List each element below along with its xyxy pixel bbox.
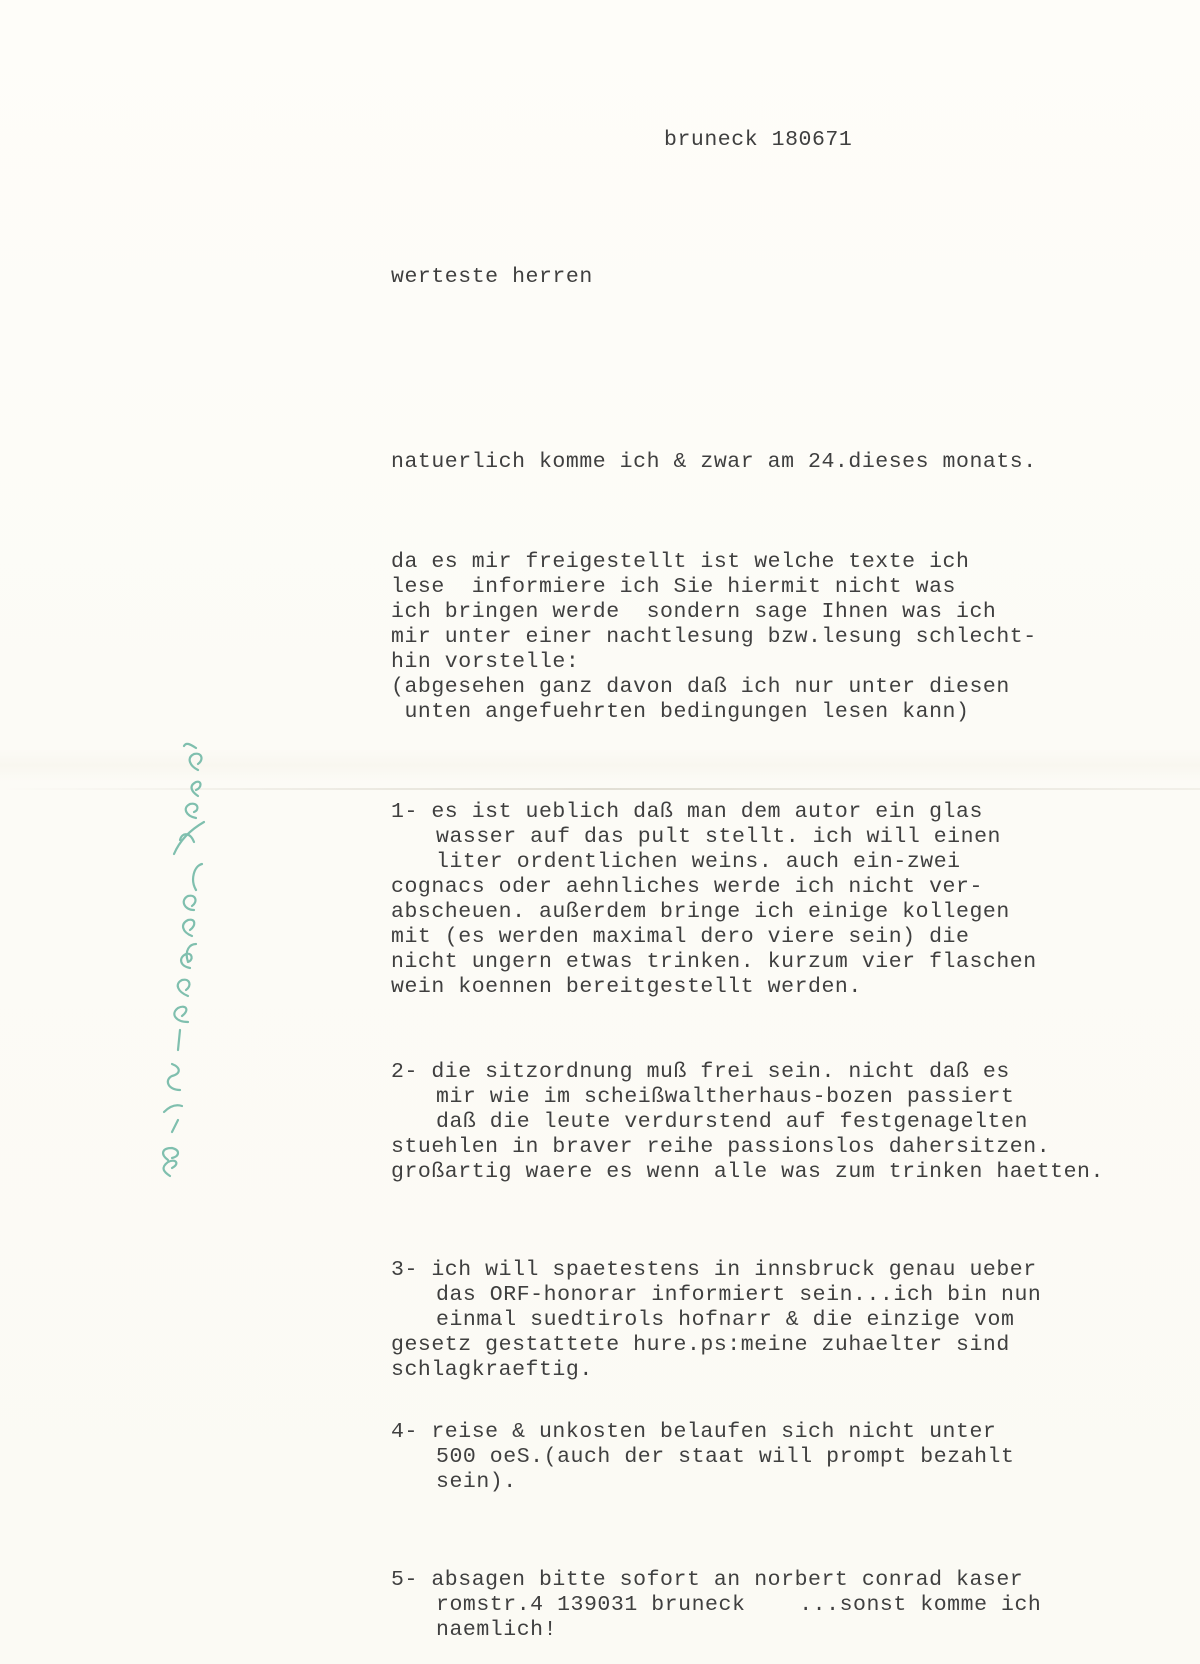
point-line: nicht ungern etwas trinken. kurzum vier flaschen: [391, 950, 1037, 974]
point-5: [391, 1568, 1041, 1643]
point-2: [391, 1060, 1104, 1185]
point-first-line: 5- absagen bitte sofort an norbert conrad kaser: [391, 1568, 1024, 1592]
paragraph-line: da es mir freigestellt ist welche texte ich: [391, 550, 970, 574]
point-line: gesetz gestattete hure.ps:meine zuhaelter sind: [391, 1333, 1010, 1357]
point-line: sein).: [436, 1470, 517, 1494]
intro-line: natuerlich komme ich & zwar am 24.dieses monats.: [391, 450, 1037, 474]
point-line: liter ordentlichen weins. auch ein-zwei: [436, 850, 961, 874]
point-line: einmal suedtirols hofnarr & die einzige vom: [436, 1308, 1015, 1332]
paragraph-line: hin vorstelle:: [391, 650, 580, 674]
point-3: [391, 1258, 1041, 1383]
paragraph-line: unten angefuehrten bedingungen lesen kann): [391, 700, 970, 724]
point-first-line: 4- reise & unkosten belaufen sich nicht unter: [391, 1420, 997, 1444]
point-line: wein koennen bereitgestellt werden.: [391, 975, 862, 999]
body-paragraph: [391, 550, 1037, 725]
point-line: 500 oeS.(auch der staat will prompt bezahlt: [436, 1445, 1015, 1469]
point-first-line: 1- es ist ueblich daß man dem autor ein glas: [391, 800, 983, 824]
point-line: cognacs oder aehnliches werde ich nicht ver-: [391, 875, 983, 899]
point-line: schlagkraeftig.: [391, 1358, 593, 1382]
point-line: mit (es werden maximal dero viere sein) die: [391, 925, 970, 949]
point-line: naemlich!: [436, 1618, 558, 1642]
point-line: mir wie im scheißwaltherhaus-bozen passiert: [436, 1085, 1015, 1109]
point-first-line: 3- ich will spaetestens in innsbruck genau ueber: [391, 1258, 1037, 1282]
paragraph-line: mir unter einer nachtlesung bzw.lesung schlecht-: [391, 625, 1037, 649]
point-line: romstr.4 139031 bruneck ...sonst komme ich: [436, 1593, 1042, 1617]
paragraph-line: lese informiere ich Sie hiermit nicht was: [391, 575, 956, 599]
point-line: großartig waere es wenn alle was zum trinken haetten.: [391, 1160, 1104, 1184]
paragraph-line: (abgesehen ganz davon daß ich nur unter diesen: [391, 675, 1010, 699]
point-line: abscheuen. außerdem bringe ich einige kollegen: [391, 900, 1010, 924]
point-line: daß die leute verdurstend auf festgenagelten: [436, 1110, 1028, 1134]
point-first-line: 2- die sitzordnung muß frei sein. nicht daß es: [391, 1060, 1010, 1084]
place-date: bruneck 180671: [664, 128, 853, 152]
paragraph-line: ich bringen werde sondern sage Ihnen was ich: [391, 600, 997, 624]
point-line: das ORF-honorar informiert sein...ich bin nun: [436, 1283, 1042, 1307]
point-line: wasser auf das pult stellt. ich will einen: [436, 825, 1001, 849]
salutation: werteste herren: [391, 265, 593, 289]
point-4: [391, 1420, 1014, 1495]
point-line: stuehlen in braver reihe passionslos dahersitzen.: [391, 1135, 1051, 1159]
point-1: [391, 800, 1037, 1000]
handwritten-signature: [150, 740, 210, 1180]
